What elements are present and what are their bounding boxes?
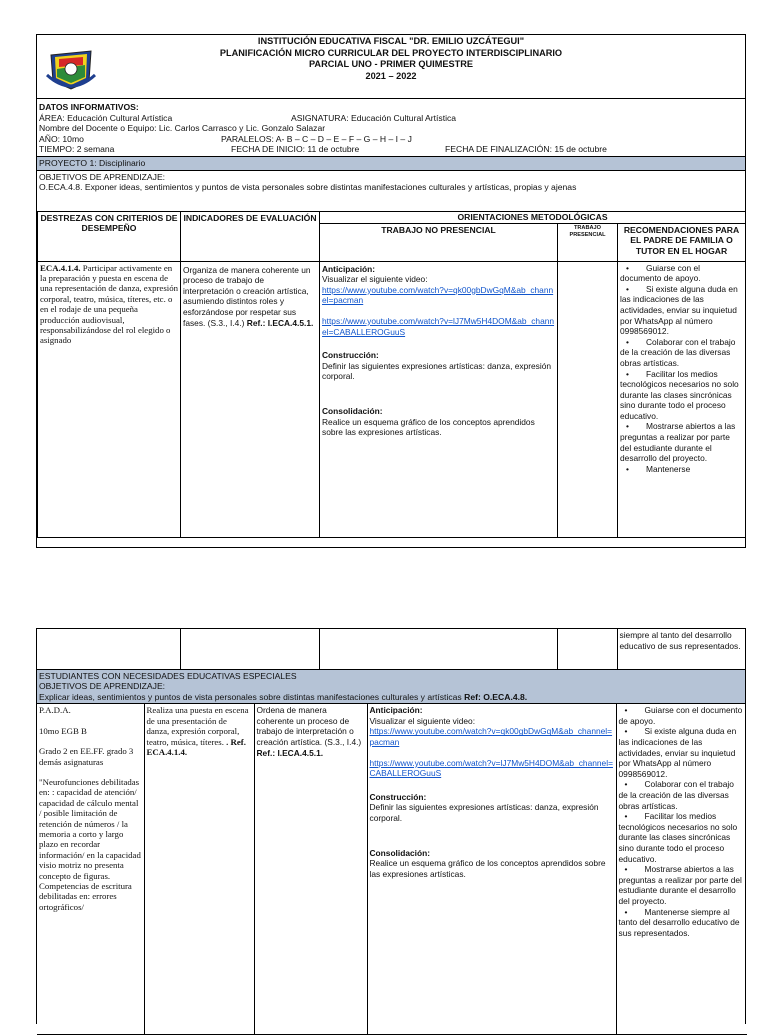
consolidacion-label: Consolidación: <box>322 405 383 416</box>
recomendacion-item: • Colaborar con el trabajo de la creación de las diversas obras artísticas. <box>620 336 736 368</box>
proyecto-row: PROYECTO 1: Disciplinario <box>37 157 745 171</box>
indicadores-header: INDICADORES DE EVALUACIÓN <box>181 212 320 262</box>
neurofunciones-text: "Neurofunciones debilitadas en: : capacidad de atención/ capacidad de cálculo mental / posible limitación de retención de números / la memoria a corto y largo plazo en recordar información/ en la capacidad visio motriz no presenta concepto de figuras. Competencias de escritura debilitadas en: errores ortográficos/ <box>39 776 141 912</box>
video-link-1[interactable]: https://www.youtube.com/watch?v=qk00gbDwGqM&ab_channel=pacman <box>322 284 554 306</box>
nee-student-cell <box>37 704 144 1034</box>
nee-no-presencial-cell <box>367 704 616 1034</box>
curso-label: 10mo EGB B <box>39 725 87 736</box>
destrezas-header: DESTREZAS CON CRITERIOS DE DESEMPEÑO <box>38 212 181 262</box>
page-1 <box>36 34 746 548</box>
recomendacion-item: • Facilitar los medios tecnológicos necesarios no solo durante las clases sincrónicas sino durante todo el proceso educativo. <box>618 811 738 864</box>
nee-objetivo-text: Explicar ideas, sentimientos y puntos de vista personales sobre distintas manifestaciones culturales y artísticas Ref: O.ECA.4.8. <box>39 691 528 702</box>
nee-consolidacion-text: Realice un esquema gráfico de los conceptos aprendidos sobre las expresiones artísticas. <box>369 858 606 879</box>
destreza-code: ECA.4.1.4. <box>40 262 81 273</box>
document-header <box>37 35 745 99</box>
presencial-cell <box>558 261 618 537</box>
header-line-2: PLANIFICACIÓN MICRO CURRICULAR DEL PROYECTO INTERDISCIPLINARIO <box>219 47 563 58</box>
nee-construccion-label: Construcción: <box>369 791 427 802</box>
nee-objetivo-ref: Ref: O.ECA.4.8. <box>464 691 528 702</box>
asignatura-field: ASIGNATURA: Educación Cultural Artística <box>291 112 457 123</box>
recomendacion-item: • Mantenerse <box>626 463 691 474</box>
nee-construccion-text: Definir las siguientes expresiones artísticas: danza, expresión corporal. <box>369 802 599 824</box>
no-presencial-cell <box>320 261 558 537</box>
recomendaciones-header: RECOMENDACIONES PARA EL PADRE DE FAMILIA O TUTOR EN EL HOGAR <box>618 223 746 261</box>
school-logo-icon <box>45 45 97 91</box>
fecha-inicio-field: FECHA DE INICIO: 11 de octubre <box>231 144 360 155</box>
consolidacion-text: Realice un esquema gráfico de los conceptos aprendidos sobre las expresiones artísticas. <box>322 416 535 438</box>
fecha-fin-field: FECHA DE FINALIZACIÓN: 15 de octubre <box>445 144 607 155</box>
recomendacion-item: • Facilitar los medios tecnológicos necesarios no solo durante las clases sincrónicas sino durante todo el proceso educativo. <box>620 368 739 421</box>
anio-field: AÑO: 10mo <box>39 133 84 144</box>
presencial-header: TRABAJO PRESENCIAL <box>558 223 618 261</box>
indicador-cell <box>181 261 320 537</box>
datos-title: DATOS INFORMATIVOS: <box>39 102 139 112</box>
nee-video-link-2[interactable]: https://www.youtube.com/watch?v=lJ7Mw5H4DOM&ab_channel=CABALLEROGuuS <box>369 757 613 779</box>
destreza-text: Participar activamente en la preparación y puesta en escena de una representación de danza, expresión corporal, teatro, música, títeres, etc. o en el rodaje de una pequeña producción audiovisual, responsabilizándose del rol elegido o asignado <box>40 262 178 346</box>
construccion-text: Definir las siguientes expresiones artísticas: danza, expresión corporal. <box>322 360 552 382</box>
nee-video-link-1[interactable]: https://www.youtube.com/watch?v=qk00gbDwGqM&ab_channel=pacman <box>369 726 613 748</box>
area-field: ÁREA: Educación Cultural Artística <box>39 112 173 123</box>
no-presencial-header: TRABAJO NO PRESENCIAL <box>320 223 558 261</box>
recomendacion-item: • Guiarse con el documento de apoyo. <box>620 262 701 284</box>
destreza-cell <box>38 261 181 537</box>
header-line-4: 2021 – 2022 <box>365 70 417 81</box>
recomendacion-item: • Si existe alguna duda en las indicaciones de las actividades, enviar su inquietud por WhatsApp al número 0998569012. <box>620 283 738 337</box>
nee-visualizar-text: Visualizar el siguiente video: <box>369 715 476 726</box>
nee-consolidacion-label: Consolidación: <box>369 847 430 858</box>
docente-field: Nombre del Docente o Equipo: Lic. Carlos Carrasco y Lic. Gonzalo Salazar <box>39 123 326 134</box>
recomendacion-item: • Mostrarse abiertos a las preguntas a realizar por parte del estudiante durante el desarrollo del proyecto. <box>618 864 742 906</box>
nee-header <box>37 670 745 705</box>
objetivos-label: OBJETIVOS DE APRENDIZAJE: <box>39 171 166 182</box>
paralelos-field: PARALELOS: A- B – C – D – E – F – G – H – I – J <box>221 133 412 144</box>
indicador-ref: Ref.: I.ECA.4.5.1. <box>246 317 314 328</box>
indicador-text: Organiza de manera coherente un proceso de trabajo de interpretación o creación artística, asumiendo distintos roles y esforzándose por respetar sus fases. (S.3., I.4.) <box>183 264 311 328</box>
nee-anticipacion-label: Anticipación: <box>369 705 423 716</box>
anticipacion-label: Anticipación: <box>322 263 376 274</box>
objetivo-text: O.ECA.4.8. Exponer ideas, sentimientos y puntos de vista personales sobre distintas manifestaciones culturales y artísticas, propias y ajenas <box>39 182 577 193</box>
header-line-1: INSTITUCIÓN EDUCATIVA FISCAL "DR. EMILIO UZCÁTEGUI" <box>257 36 525 46</box>
nee-destreza-text: Realiza una puesta en escena de una presentación de danza, expresión corporal, teatro, música, títeres. <box>146 705 249 747</box>
recomendacion-continuation: siempre al tanto del desarrollo educativo de sus representados. <box>617 629 745 669</box>
recomendacion-item: • Colaborar con el trabajo de la creación de las diversas obras artísticas. <box>618 779 734 811</box>
recomendacion-item: • Si existe alguna duda en las indicaciones de las actividades, enviar su inquietud por WhatsApp al número 0998569012. <box>618 726 737 779</box>
recomendaciones-cell <box>618 261 746 537</box>
page-2 <box>36 628 746 1024</box>
nee-indicador-cell <box>254 704 367 1034</box>
grado-text: Grado 2 en EE.FF. grado 3 demás asignaturas <box>39 746 134 767</box>
orientaciones-header: ORIENTACIONES METODOLÓGICAS <box>320 212 746 224</box>
nee-objetivos-label: OBJETIVOS DE APRENDIZAJE: <box>39 681 166 692</box>
recomendacion-item: • Guiarse con el documento de apoyo. <box>618 705 743 726</box>
nee-recomendaciones-cell <box>616 704 747 1034</box>
nee-destreza-ref: . Ref. ECA.4.1.4. <box>146 736 246 757</box>
recomendacion-item: • Mostrarse abiertos a las preguntas a realizar por parte del estudiante durante el desarrollo del proyecto. <box>620 421 736 464</box>
planning-table <box>37 212 746 538</box>
nee-title: ESTUDIANTES CON NECESIDADES EDUCATIVAS ESPECIALES <box>39 670 297 681</box>
visualizar-text: Visualizar el siguiente video: <box>322 274 428 285</box>
header-line-3: PARCIAL UNO - PRIMER QUIMESTRE <box>308 59 474 69</box>
datos-informativos <box>37 99 745 157</box>
construccion-label: Construcción: <box>322 350 379 361</box>
nee-destreza-cell <box>144 704 254 1034</box>
padas-label: P.A.D.A. <box>39 705 71 716</box>
nee-table <box>37 704 747 1035</box>
tiempo-field: TIEMPO: 2 semana <box>39 144 115 155</box>
continuation-table <box>37 629 745 670</box>
objetivos-row <box>37 171 745 212</box>
nee-indicador-text: Ordena de manera coherente un proceso de trabajo de interpretación o creación artística. (S.3., I.4.) <box>256 705 362 748</box>
recomendacion-item: • Mantenerse siempre al tanto del desarrollo educativo de sus representados. <box>618 906 740 938</box>
nee-indicador-ref: Ref.: I.ECA.4.5.1. <box>256 747 324 758</box>
video-link-2[interactable]: https://www.youtube.com/watch?v=lJ7Mw5H4DOM&ab_channel=CABALLEROGuuS <box>322 315 555 337</box>
